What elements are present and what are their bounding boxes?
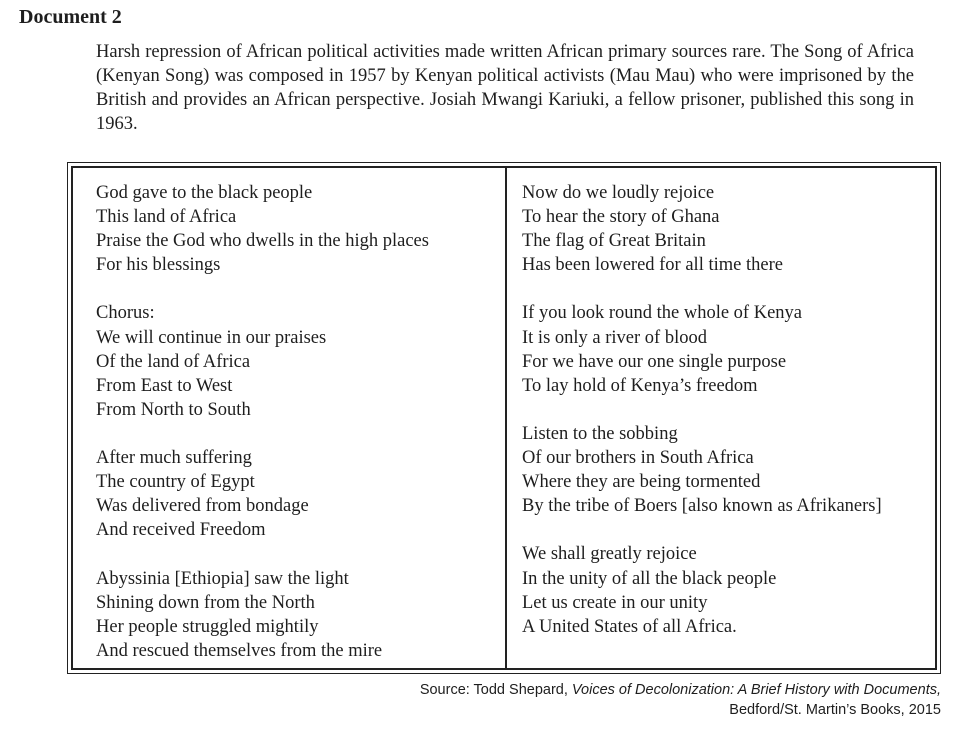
song-line: And rescued themselves from the mire (96, 640, 383, 661)
song-stanza (96, 181, 429, 277)
song-line: We will continue in our praises (96, 327, 327, 348)
song-line: And received Freedom (96, 520, 266, 541)
song-stanza (522, 542, 882, 638)
document-title: Document 2 (19, 6, 122, 28)
song-stanza (522, 301, 882, 397)
song-line: To lay hold of Kenya’s freedom (522, 375, 758, 396)
song-line: Where they are being tormented (522, 472, 761, 493)
song-line: By the tribe of Boers [also known as Afrikaners] (522, 496, 882, 517)
song-line: The flag of Great Britain (522, 231, 706, 252)
song-line: A United States of all Africa. (522, 616, 737, 637)
song-line: God gave to the black people (96, 183, 313, 203)
song-line: Has been lowered for all time there (522, 255, 783, 276)
song-line: For his blessings (96, 255, 221, 276)
song-inner-border (71, 166, 937, 670)
intro-paragraph: Harsh repression of African political activities made written African primary sources rare. The Song of Africa (Kenyan Song) was composed in 1957 by Kenyan political activists (Mau Mau) who were imprisoned by the British and provides an African perspective. Josiah Mwangi Kariuki, a fellow prisoner, published this song in 1963. (96, 42, 914, 134)
song-line: Of our brothers in South Africa (522, 448, 754, 469)
song-line: Listen to the sobbing (522, 423, 678, 444)
song-stanza (96, 446, 429, 542)
song-right-column (522, 181, 882, 663)
song-line: Her people struggled mightily (96, 616, 319, 637)
song-stanza (522, 181, 882, 277)
song-line: In the unity of all the black people (522, 568, 777, 589)
song-line: After much suffering (96, 448, 252, 469)
song-line: From East to West (96, 375, 233, 396)
source-prefix: Source: Todd Shepard, (419, 682, 568, 698)
source-line-1 (420, 680, 941, 700)
song-line: Let us create in our unity (522, 592, 708, 613)
song-line: Now do we loudly rejoice (522, 183, 715, 203)
song-stanza (96, 301, 429, 421)
song-line: From North to South (96, 399, 251, 420)
song-line: For we have our one single purpose (522, 351, 787, 372)
song-line: Chorus: (96, 303, 155, 324)
song-line: Shining down from the North (96, 592, 315, 613)
song-line: The country of Egypt (96, 472, 255, 493)
song-line: It is only a river of blood (522, 327, 707, 348)
source-book-title: Voices of Decolonization: A Brief History with Documents, (571, 682, 941, 698)
song-line: This land of Africa (96, 207, 237, 228)
song-line: Of the land of Africa (96, 351, 251, 372)
source-citation (420, 680, 941, 720)
song-left-column (96, 181, 429, 687)
song-line: To hear the story of Ghana (522, 207, 720, 228)
song-line: We shall greatly rejoice (522, 544, 697, 565)
song-line: Praise the God who dwells in the high places (96, 231, 429, 252)
song-box (67, 162, 941, 674)
source-publisher: Bedford/St. Martin’s Books, 2015 (729, 702, 941, 718)
song-stanza (522, 422, 882, 518)
song-line: If you look round the whole of Kenya (522, 303, 803, 324)
song-line: Was delivered from bondage (96, 496, 309, 517)
song-stanza (96, 567, 429, 663)
column-divider (505, 168, 507, 668)
song-line: Abyssinia [Ethiopia] saw the light (96, 568, 349, 589)
